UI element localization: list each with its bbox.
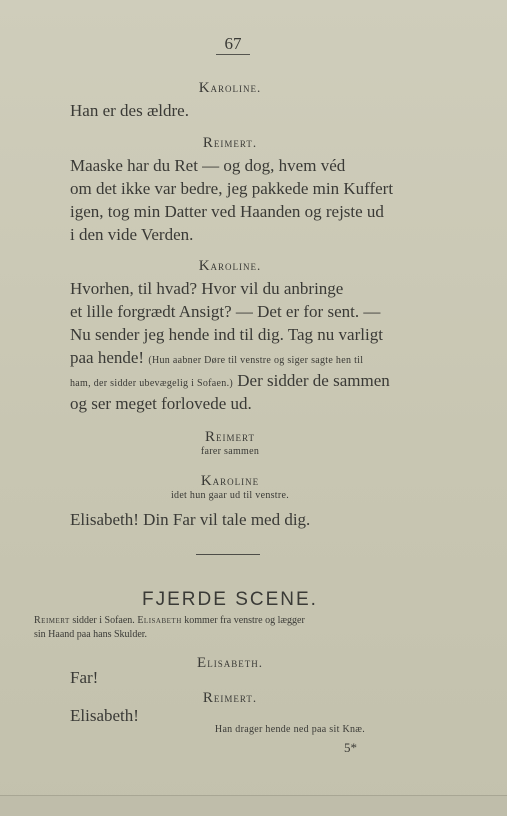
dialogue-line-5: Elisabeth! Din Far vil tale med dig. — [70, 510, 311, 529]
scene-desc-name-elisabeth: Elisabeth — [137, 615, 182, 626]
dialogue-line-2c: igen, tog min Datter ved Haanden og rejste ud — [70, 202, 384, 221]
page-bottom-edge — [0, 795, 507, 816]
speaker-elisabeth-1: Elisabeth. — [197, 655, 263, 671]
speaker-karoline-2: Karoline. — [198, 258, 262, 274]
dialogue-line-3d — [70, 347, 430, 372]
dialogue-line-3b: et lille forgrædt Ansigt? — Det er for sent. — — [70, 302, 381, 321]
dialogue-line-3f: og ser meget forlovede ud. — [70, 394, 252, 413]
scene-desc-text-a: sidder i Sofaen. — [72, 615, 135, 626]
dialogue-line-7: Elisabeth! — [70, 706, 139, 725]
signature-mark: 5* — [344, 740, 357, 755]
speaker-reimert-1: Reimert. — [202, 135, 258, 151]
dialogue-line-3a: Hvorhen, til hvad? Hvor vil du anbringe — [70, 279, 344, 298]
dialogue-line-2b: om det ikke var bedre, jeg pakkede min Kuffert — [70, 179, 394, 198]
dialogue-line-3e — [70, 370, 430, 395]
stage-direction-4: farer sammen — [200, 446, 260, 457]
stage-direction-3b: ham, der sidder ubevægelig i Sofaen.) — [70, 378, 234, 389]
scene-desc-text-a2: kommer fra venstre og lægger — [184, 615, 305, 626]
dialogue-line-3d-text: paa hende! — [70, 348, 145, 367]
speaker-karoline-1: Karoline. — [198, 80, 262, 96]
dialogue-line-1: Han er des ældre. — [70, 101, 189, 120]
scene-description-b: sin Haand paa hans Skulder. — [34, 629, 148, 640]
dialogue-line-2d: i den vide Verden. — [70, 225, 194, 244]
page-number: 67 — [216, 34, 250, 55]
scene-title: FJERDE SCENE. — [142, 589, 318, 610]
dialogue-line-3c: Nu sender jeg hende ind til dig. Tag nu varligt — [70, 325, 383, 344]
speaker-reimert-3: Reimert. — [202, 690, 258, 706]
scene-description-a — [34, 614, 434, 628]
dialogue-line-3e-text: Der sidder de sammen — [237, 371, 390, 390]
scene-desc-name-reimert: Reimert — [34, 615, 70, 626]
stage-direction-7: Han drager hende ned paa sit Knæ. — [214, 724, 366, 735]
speaker-reimert-2: Reimert — [205, 429, 255, 445]
dialogue-line-6: Far! — [70, 668, 99, 687]
dialogue-line-2a: Maaske har du Ret — og dog, hvem véd — [70, 156, 346, 175]
speaker-karoline-3: Karoline — [200, 473, 260, 489]
stage-direction-3a: (Hun aabner Døre til venstre og siger sagte hen til — [148, 355, 364, 366]
section-rule — [196, 554, 260, 555]
stage-direction-5: idet hun gaar ud til venstre. — [170, 490, 290, 501]
